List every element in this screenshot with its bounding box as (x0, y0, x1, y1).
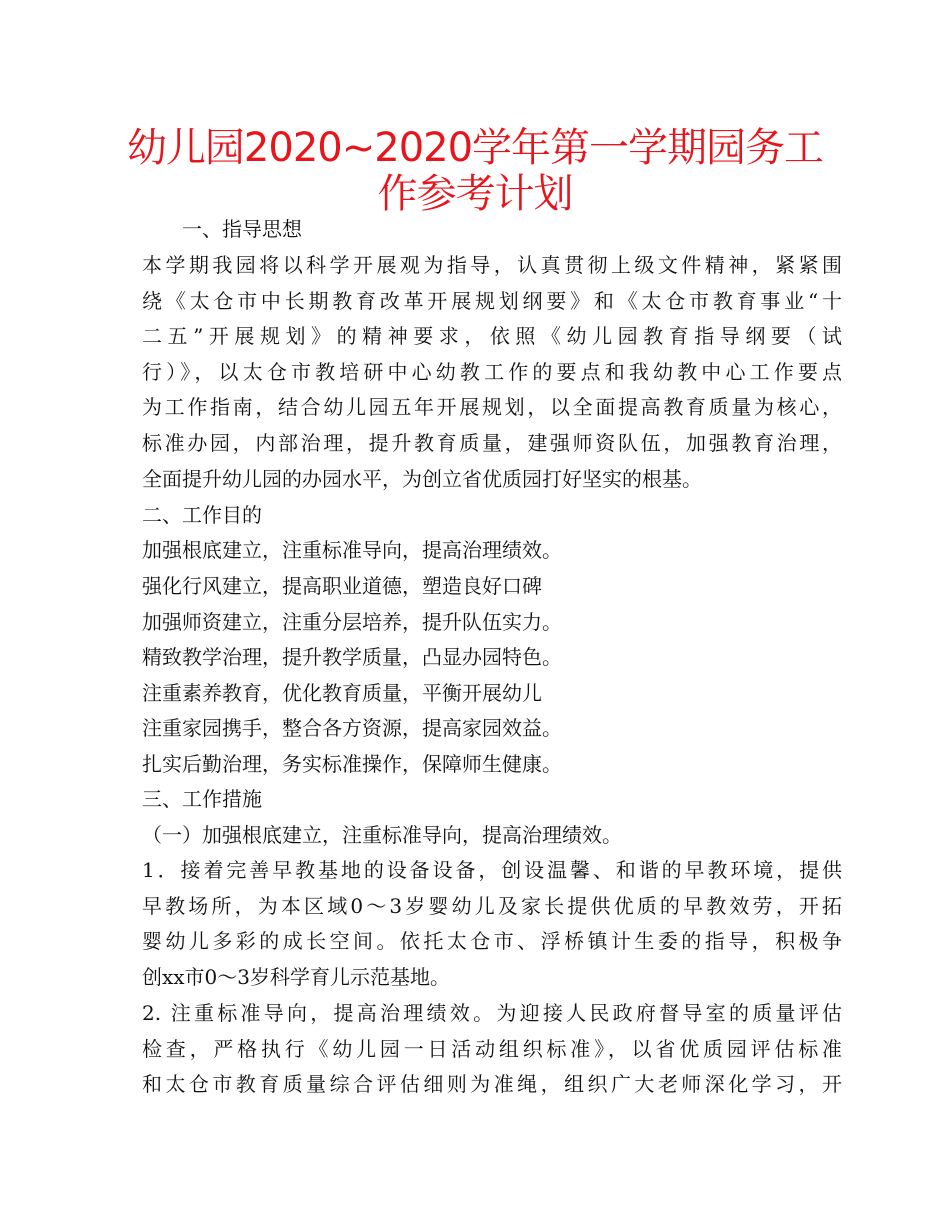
goal-item: 注重素养教育，优化教育质量，平衡开展幼儿 (142, 681, 542, 705)
paragraph-line: 创xx市0～3岁科学育儿示范基地。 (142, 964, 451, 989)
paragraph-line: 检查，严格执行《幼儿园一日活动组织标准》，以省优质园评估标准 (142, 1036, 842, 1061)
paragraph-line: 二五”开展规划》的精神要求，依照《幼儿园教育指导纲要（试 (142, 324, 842, 349)
paragraph-line: 1．接着完善早教基地的设备设备，创设温馨、和谐的早教环境，提供 (142, 858, 842, 882)
goal-item: 扎实后勤治理，务实标准操作，保障师生健康。 (142, 752, 562, 776)
paragraph-line: 2. 注重标准导向，提高治理绩效。为迎接人民政府督导室的质量评估 (142, 1001, 842, 1025)
item-1-paragraph (142, 853, 842, 995)
subsection-1-heading: （一）加强根底建立，注重标准导向，提高治理绩效。 (142, 823, 622, 847)
goal-item: 注重家园携手，整合各方资源，提高家园效益。 (142, 716, 562, 740)
paragraph-line: 早教场所，为本区域0～3岁婴幼儿及家长提供优质的早教效劳，开拓 (142, 893, 842, 918)
goal-item: 加强师资建立，注重分层培养，提升队伍实力。 (142, 610, 562, 634)
paragraph-line: 和太仓市教育质量综合评估细则为准绳，组织广大老师深化学习，开 (142, 1072, 842, 1097)
section-1-heading: 一、指导思想 (182, 217, 302, 241)
document-title-line-1: 幼儿园2020~2020学年第一学期园务工 (126, 125, 824, 171)
section-3-heading: 三、工作措施 (142, 787, 262, 811)
item-2-paragraph (142, 996, 842, 1103)
paragraph-line: 本学期我园将以科学开展观为指导，认真贯彻上级文件精神，紧紧围 (142, 253, 842, 277)
paragraph-line: 标准办园，内部治理，提升教育质量，建强师资队伍，加强教育治理， (142, 430, 842, 455)
document-title-line-2: 作参考计划 (377, 171, 573, 217)
goal-item: 精致教学治理，提升教学质量，凸显办园特色。 (142, 645, 562, 669)
goal-item: 加强根底建立，注重标准导向，提高治理绩效。 (142, 538, 562, 562)
paragraph-line: 婴幼儿多彩的成长空间。依托太仓市、浮桥镇计生委的指导，积极争 (142, 929, 842, 954)
paragraph-line: 全面提升幼儿园的办园水平，为创立省优质园打好坚实的根基。 (142, 466, 702, 491)
paragraph-line: 绕《太仓市中长期教育改革开展规划纲要》和《太仓市教育事业“十 (142, 288, 842, 313)
goal-item: 强化行风建立，提高职业道德，塑造良好口碑 (142, 574, 542, 598)
paragraph-line: 行）》，以太仓市教培研中心幼教工作的要点和我幼教中心工作要点 (142, 359, 842, 384)
section-1-paragraph (142, 248, 842, 497)
paragraph-line: 为工作指南，结合幼儿园五年开展规划，以全面提高教育质量为核心， (142, 395, 842, 420)
section-2-heading: 二、工作目的 (142, 503, 262, 527)
